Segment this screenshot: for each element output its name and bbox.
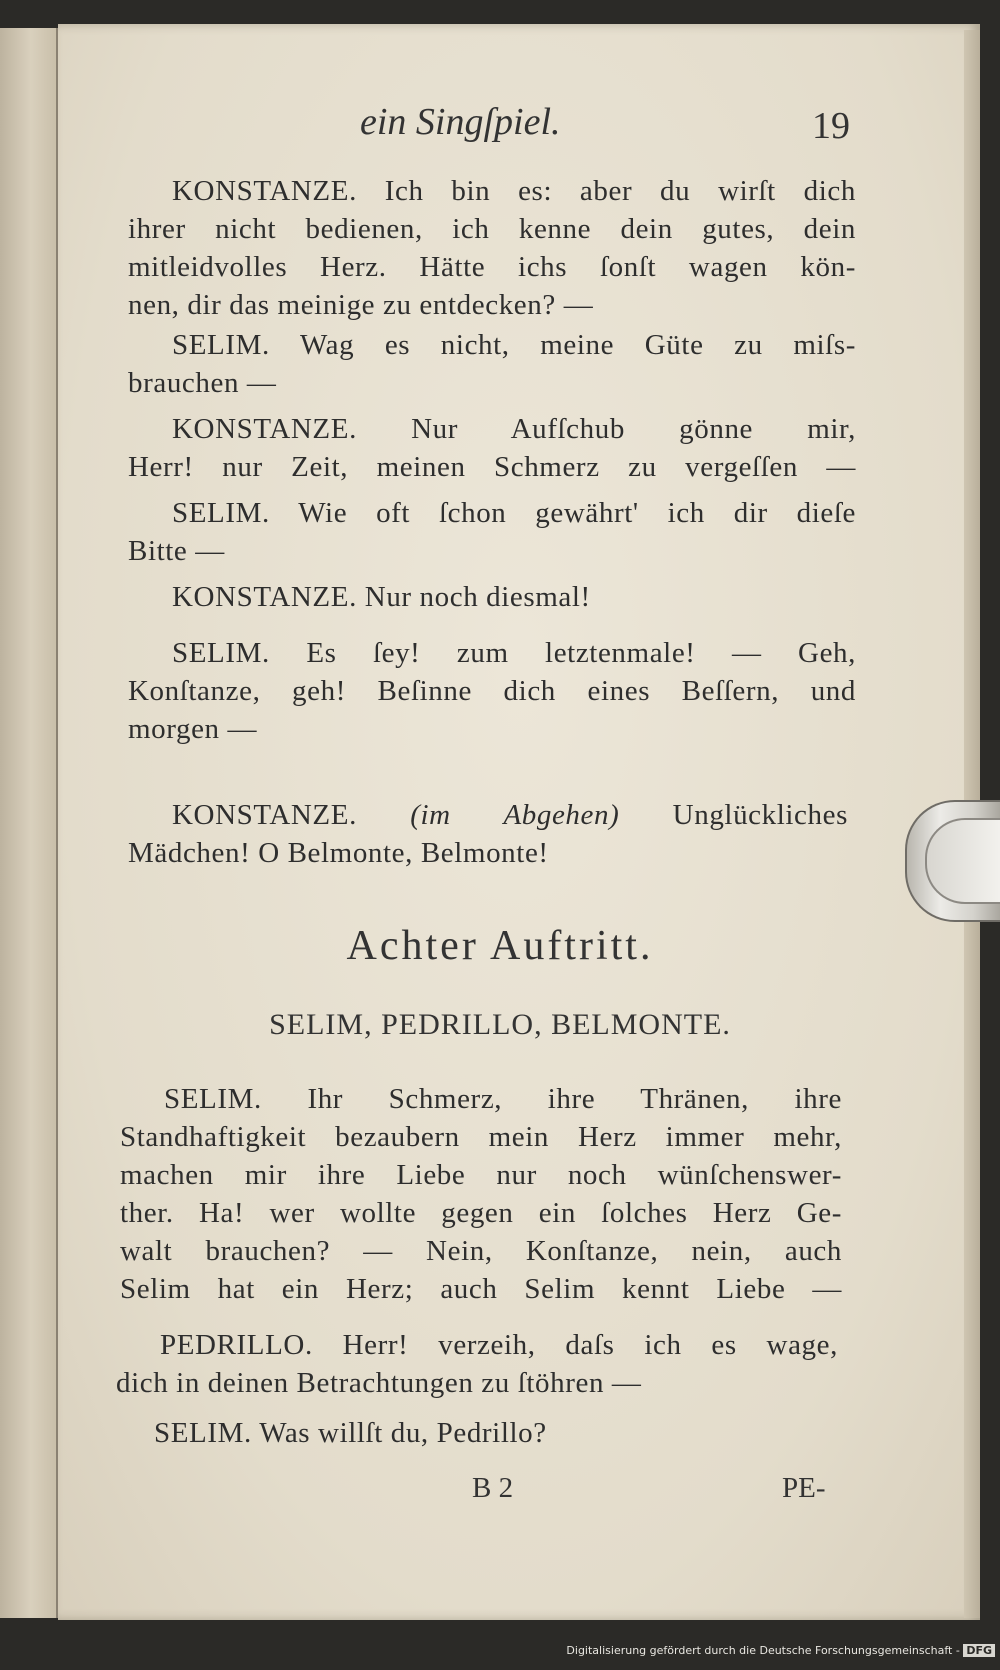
speech-text: Nur noch diesmal! <box>364 581 591 613</box>
speaker-name: SELIM. <box>172 329 270 361</box>
speech-line <box>128 494 856 532</box>
speaker-name: SELIM. <box>164 1083 262 1115</box>
speech-line <box>116 1326 838 1364</box>
speech-selim-2 <box>128 494 856 570</box>
speech-line: machen mir ihre Liebe nur noch wünſchenswer- <box>120 1159 842 1191</box>
speech-line: morgen — <box>128 713 258 745</box>
speech-selim-1 <box>128 326 856 402</box>
speech-line <box>128 796 848 834</box>
dfg-logo: DFG <box>963 1644 995 1657</box>
speech-text: Es ſey! zum letztenmale! — Geh, <box>306 637 856 669</box>
speaker-name: KONSTANZE. <box>172 799 357 831</box>
speech-line <box>128 634 856 672</box>
speech-line <box>128 172 856 210</box>
credit-text: Digitalisierung gefördert durch die Deutsche Forschungsgemeinschaft - <box>566 1644 960 1657</box>
speech-selim-3 <box>128 634 856 748</box>
speech-text: Wag es nicht, meine Güte zu miſs- <box>299 329 856 361</box>
speech-line: brauchen — <box>128 367 277 399</box>
speech-line <box>120 1080 842 1118</box>
page-clip-inner <box>925 818 1000 904</box>
speech-line: Mädchen! O Belmonte, Belmonte! <box>128 837 549 869</box>
speaker-name: KONSTANZE. <box>172 581 357 613</box>
speech-selim-4 <box>120 1080 842 1308</box>
facing-page-edge <box>0 28 58 1618</box>
speech-line: Selim hat ein Herz; auch Selim kennt Liebe — <box>120 1273 842 1305</box>
speech-text: Nur Aufſchub gönne mir, <box>411 413 856 445</box>
speech-text: Herr! verzeih, daſs ich es wage, <box>342 1329 838 1361</box>
speech-line <box>110 1414 832 1452</box>
speech-line: Herr! nur Zeit, meinen Schmerz zu vergeſſen — <box>128 451 856 483</box>
speech-line: nen, dir das meinige zu entdecken? — <box>128 289 594 321</box>
signature-mark: B 2 <box>472 1472 514 1504</box>
scene-characters: SELIM, PEDRILLO, BELMONTE. <box>269 1008 731 1041</box>
speaker-name: SELIM. <box>172 637 270 669</box>
catchword: PE- <box>782 1472 826 1504</box>
speaker-name: SELIM. <box>172 497 270 529</box>
speaker-name: KONSTANZE. <box>172 175 357 207</box>
speech-line <box>128 410 856 448</box>
speech-line <box>128 578 856 616</box>
speech-line: Standhaftigkeit bezaubern mein Herz immer mehr, <box>120 1121 842 1153</box>
page-number: 19 <box>812 105 850 147</box>
stage-direction: (im Abgehen) <box>410 799 620 831</box>
speech-line: mitleidvolles Herz. Hätte ichs ſonſt wagen kön- <box>128 251 856 283</box>
speech-pedrillo-1 <box>116 1326 838 1402</box>
speech-line: walt brauchen? — Nein, Konſtanze, nein, auch <box>120 1235 842 1267</box>
speech-line: dich in deinen Betrachtungen zu ſtöhren — <box>116 1367 642 1399</box>
speech-konstanze-1 <box>128 172 856 324</box>
speech-text: Wie oft ſchon gewährt' ich dir dieſe <box>298 497 856 529</box>
speech-line: Bitte — <box>128 535 225 567</box>
speech-line: ther. Ha! wer wollte gegen ein ſolches Herz Ge- <box>120 1197 842 1229</box>
speech-konstanze-2 <box>128 410 856 486</box>
speaker-name: SELIM. <box>154 1417 252 1449</box>
speech-konstanze-4 <box>128 796 848 872</box>
speech-konstanze-3 <box>128 578 856 616</box>
speech-line: ihrer nicht bedienen, ich kenne dein gutes, dein <box>128 213 856 245</box>
speech-text: Was willſt du, Pedrillo? <box>259 1417 547 1449</box>
digitization-credit <box>0 1644 995 1657</box>
speaker-name: KONSTANZE. <box>172 413 357 445</box>
speaker-name: PEDRILLO. <box>160 1329 313 1361</box>
speech-line: Konſtanze, geh! Beſinne dich eines Beſſern, und <box>128 675 856 707</box>
speech-text: Ich bin es: aber du wirſt dich <box>384 175 856 207</box>
scene-title: Achter Auftritt. <box>346 923 654 969</box>
running-title: ein Singſpiel. <box>360 101 561 143</box>
speech-text: Unglückliches <box>672 799 848 831</box>
speech-text: Ihr Schmerz, ihre Thränen, ihre <box>307 1083 842 1115</box>
speech-selim-5 <box>110 1414 832 1452</box>
speech-line <box>128 326 856 364</box>
